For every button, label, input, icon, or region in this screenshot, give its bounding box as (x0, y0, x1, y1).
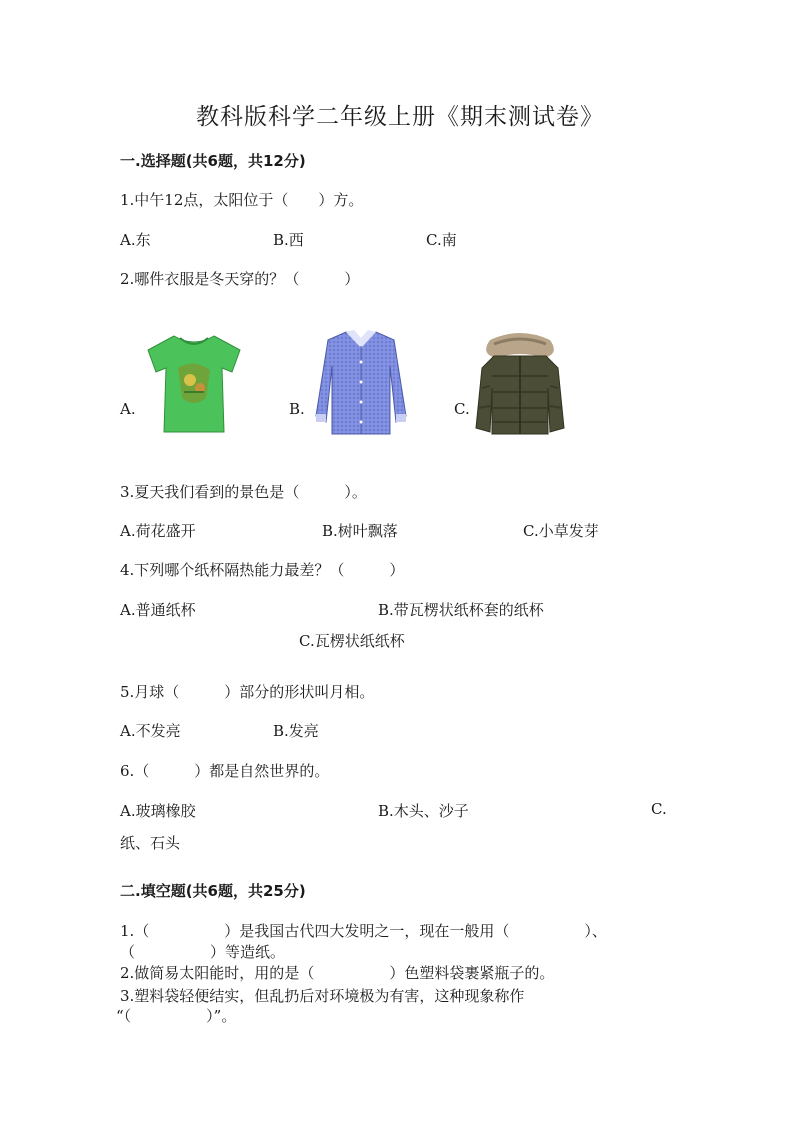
fill-question-1-line-2: （ ）等造纸。 (120, 943, 286, 961)
question-5: 5.月球（ ）部分的形状叫月相。 (120, 683, 375, 701)
q2-option-a-label: A. (120, 400, 136, 418)
blue-dress-shirt-image (310, 326, 412, 438)
question-1: 1.中午12点，太阳位于（ ）方。 (120, 191, 364, 209)
fill-question-3-line-2: “（ ）”。 (116, 1007, 237, 1025)
question-4: 4.下列哪个纸杯隔热能力最差？（ ） (120, 561, 405, 579)
question-6: 6.（ ）都是自然世界的。 (120, 762, 330, 780)
q5-option-b: B.发亮 (273, 722, 319, 740)
green-t-shirt-image (140, 328, 248, 436)
q2-option-c-label: C. (454, 400, 470, 418)
fill-question-2: 2.做简易太阳能时，用的是（ ）色塑料袋裹紧瓶子的。 (120, 964, 555, 982)
section-heading-choice: 一.选择题(共6题，共12分) (120, 152, 306, 170)
q3-option-a: A.荷花盛开 (120, 522, 196, 540)
q3-option-c: C.小草发芽 (523, 522, 599, 540)
q6-option-c-text: 纸、石头 (120, 834, 181, 852)
q2-option-b-label: B. (289, 400, 305, 418)
q6-option-c-label: C. (651, 800, 667, 818)
section-heading-fill-in: 二.填空题(共6题，共25分) (120, 882, 306, 900)
question-2: 2.哪件衣服是冬天穿的？（ ） (120, 270, 360, 288)
q6-option-a: A.玻璃橡胶 (120, 802, 196, 820)
q1-option-b: B.西 (273, 231, 304, 249)
fill-question-1-line-1: 1.（ ）是我国古代四大发明之一，现在一般用（ ）、 (120, 922, 607, 940)
q4-option-a: A.普通纸杯 (120, 601, 196, 619)
winter-down-jacket-image (474, 328, 566, 436)
q4-option-b: B.带瓦楞状纸杯套的纸杯 (378, 601, 544, 619)
q3-option-b: B.树叶飘落 (322, 522, 398, 540)
page-title: 教科版科学二年级上册《期末测试卷》 (196, 104, 604, 130)
q5-option-a: A.不发亮 (120, 722, 181, 740)
q6-option-b: B.木头、沙子 (378, 802, 469, 820)
fill-question-3-line-1: 3.塑料袋轻便结实，但乱扔后对环境极为有害，这种现象称作 (120, 987, 525, 1005)
question-3: 3.夏天我们看到的景色是（ ）。 (120, 483, 367, 501)
q1-option-a: A.东 (120, 231, 151, 249)
q4-option-c: C.瓦楞状纸纸杯 (299, 632, 405, 650)
q1-option-c: C.南 (426, 231, 457, 249)
